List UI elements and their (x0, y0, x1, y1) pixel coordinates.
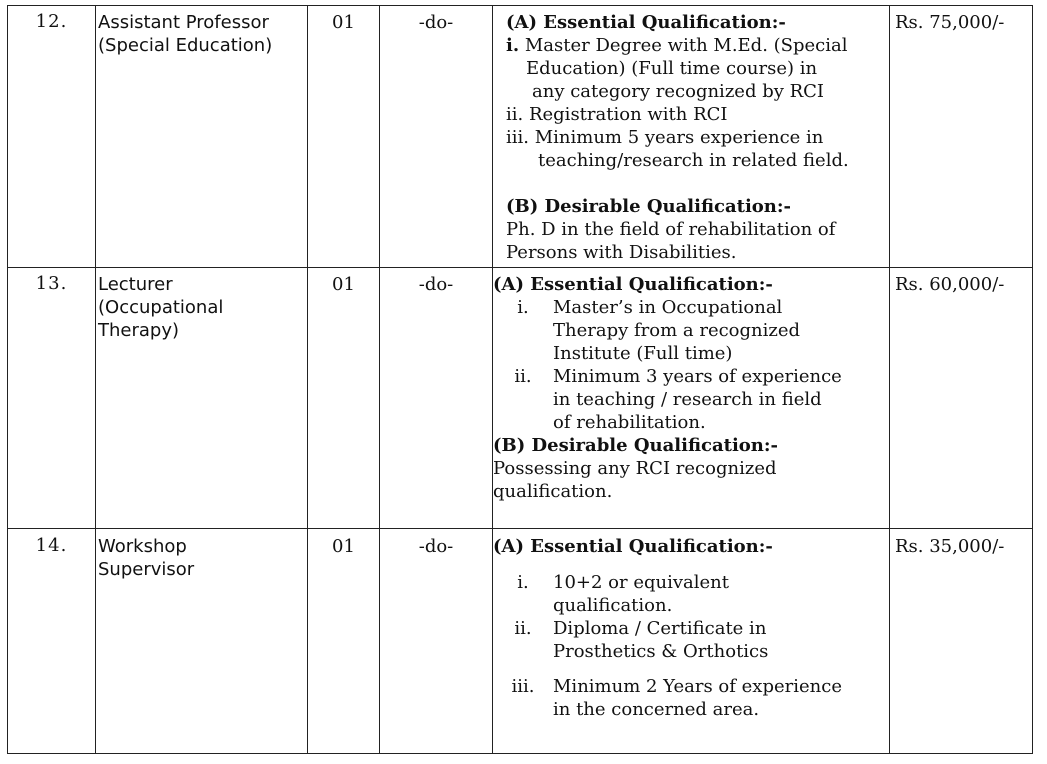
desirable-qualification-heading: (B) Desirable Qualification:- (493, 435, 779, 456)
serial-number: 14. (8, 529, 96, 754)
qualification-table (7, 5, 1033, 754)
pay-scale: Rs. 35,000/- (890, 529, 1033, 754)
essential-item: i. Master Degree with M.Ed. (Special (506, 35, 848, 56)
serial-number: 13. (8, 268, 96, 529)
pay-scale: Rs. 75,000/- (890, 6, 1033, 268)
qualification-cell: (A) Essential Qualification:- i. Master Degree with M.Ed. (Special Education) (Full time course) in any category recognized by RCI ii. Registration with RCI iii. Minimum 5 years experience in teaching/research in related field. (B) Desirable Qualification:- Ph. D in the field of rehabilitation of Persons with Disabilities. (493, 6, 890, 268)
mode-of-recruitment: -do- (380, 268, 493, 529)
post-name: Lecturer (Occupational Therapy) (96, 268, 308, 529)
essential-item: ii. Diploma / Certificate in Prosthetics & Orthotics (514, 618, 769, 662)
pay-scale: Rs. 60,000/- (890, 268, 1033, 529)
number-of-posts: 01 (308, 6, 380, 268)
table-row (8, 6, 1033, 268)
essential-qualification-heading: (A) Essential Qualification:- (493, 536, 773, 557)
post-name: Assistant Professor (Special Education) (96, 6, 308, 268)
qualification-cell: (A) Essential Qualification:- i. Master’s in Occupational Therapy from a recognized Institute (Full time) ii. Minimum 3 years of experience in teaching / research in field of rehabilitation. (B) Desirable Qualification:- Possessing any RCI recognized qualification. (493, 268, 890, 529)
essential-item: i. Master’s in Occupational Therapy from a recognized Institute (Full time) (517, 297, 801, 364)
essential-item: ii. Registration with RCI (506, 104, 728, 125)
desirable-qualification-heading: (B) Desirable Qualification:- (506, 196, 792, 217)
number-of-posts: 01 (308, 529, 380, 754)
serial-number: 12. (8, 6, 96, 268)
mode-of-recruitment: -do- (380, 6, 493, 268)
post-name: Workshop Supervisor (96, 529, 308, 754)
mode-of-recruitment: -do- (380, 529, 493, 754)
number-of-posts: 01 (308, 268, 380, 529)
table-row (8, 268, 1033, 529)
essential-item: i. 10+2 or equivalent qualification. (517, 572, 729, 616)
essential-item: iii. Minimum 5 years experience in (506, 127, 824, 148)
essential-item: iii. Minimum 2 Years of experience in the concerned area. (511, 676, 842, 720)
essential-item: ii. Minimum 3 years of experience in teaching / research in field of rehabilitation. (514, 366, 842, 433)
qualification-cell (493, 529, 890, 754)
essential-qualification-heading: (A) Essential Qualification:- (493, 274, 773, 295)
table-row (8, 529, 1033, 754)
essential-qualification-heading: (A) Essential Qualification:- (506, 12, 786, 33)
